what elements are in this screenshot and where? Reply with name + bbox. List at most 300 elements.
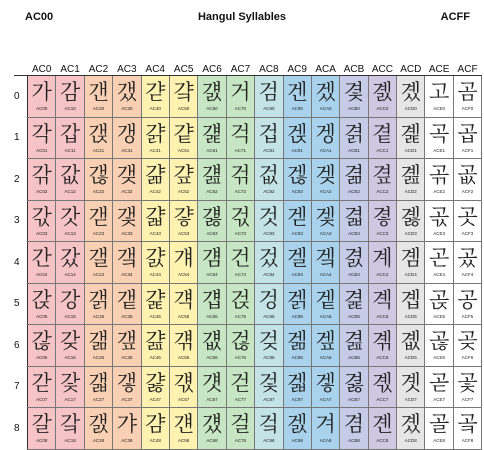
glyph-cell (453, 242, 481, 284)
glyph-cell (340, 76, 368, 118)
code-point-label: ACD6 (404, 355, 417, 360)
glyph-cell (28, 242, 56, 284)
glyph: 걅 (145, 287, 166, 312)
glyph-cell (425, 159, 453, 201)
glyph-cell (283, 159, 311, 201)
glyph: 곥 (429, 287, 450, 312)
glyph: 갈 (31, 412, 52, 436)
glyph: 걡 (201, 121, 223, 146)
glyph-cell (368, 242, 396, 284)
glyph-cell (368, 408, 396, 450)
glyph: 갥 (88, 287, 109, 312)
glyph: 갶 (116, 329, 138, 353)
code-point-label: AC01 (36, 147, 48, 153)
code-point-label: AC76 (234, 355, 247, 360)
glyph-cell (340, 408, 368, 450)
glyph: 겄 (258, 246, 279, 270)
glyph: 곧 (429, 370, 450, 395)
glyph: 곁 (372, 121, 393, 146)
code-point-label: AC35 (121, 313, 133, 319)
code-point-label: AC16 (64, 355, 76, 360)
code-point-label: AC57 (178, 396, 190, 402)
code-point-label: AC93 (291, 230, 303, 236)
glyph: 강 (59, 287, 81, 312)
glyph-cell (56, 159, 84, 201)
glyph-cell (226, 159, 254, 201)
code-point-label: ACD3 (404, 230, 417, 236)
glyph: 겥 (315, 287, 336, 312)
glyph-cell (198, 283, 226, 325)
code-point-label: AC14 (64, 272, 76, 277)
code-point-label: AC15 (64, 313, 76, 319)
glyph-cell (198, 200, 226, 242)
glyph-cell (113, 76, 141, 118)
glyph-cell (340, 117, 368, 159)
glyph: 가 (31, 80, 52, 104)
chart-row (14, 408, 482, 450)
code-point-label: ACF1 (461, 147, 474, 153)
code-point-label: ACC4 (376, 272, 389, 277)
range-end-label: ACFF (440, 11, 470, 23)
glyph-cell (28, 76, 56, 118)
code-point-label: ACB7 (348, 396, 360, 402)
glyph: 곆 (372, 329, 393, 353)
glyph: 겒 (287, 163, 308, 187)
glyph: 곃 (372, 204, 393, 229)
glyph: 겦 (315, 329, 336, 353)
glyph-cell (198, 76, 226, 118)
code-point-label: ACE3 (433, 230, 446, 236)
code-point-label: AC72 (234, 189, 247, 194)
code-point-label: AC56 (178, 355, 190, 360)
code-point-label: AC28 (92, 438, 105, 443)
glyph-cell (169, 76, 197, 118)
code-point-label: AC11 (64, 147, 76, 153)
glyph: 곇 (372, 370, 393, 395)
code-point-label: AC22 (92, 189, 105, 194)
chart-row (14, 159, 482, 201)
glyph: 골 (429, 412, 450, 436)
glyph: 겓 (287, 204, 308, 229)
glyph: 갡 (88, 121, 109, 146)
glyph: 곲 (457, 163, 478, 187)
glyph: 갗 (59, 370, 81, 395)
glyph: 걕 (173, 287, 194, 312)
code-point-label: AC70 (234, 106, 247, 111)
glyph-cell (397, 76, 425, 118)
glyph: 갱 (116, 121, 138, 146)
glyph-cell (283, 242, 311, 284)
code-point-label: ACF0 (461, 106, 474, 111)
column-header: ACB (340, 58, 368, 76)
code-point-label: ACF8 (461, 438, 474, 443)
row-header: 4 (14, 256, 20, 268)
glyph: 겆 (258, 329, 279, 353)
glyph: 겷 (343, 370, 365, 395)
glyph: 걗 (173, 370, 194, 395)
glyph: 걐 (173, 80, 194, 104)
code-point-label: ACE4 (433, 272, 446, 277)
glyph-cell (84, 366, 112, 408)
glyph-cell (141, 366, 169, 408)
chart-row (14, 117, 482, 159)
glyph-cell (283, 408, 311, 450)
column-header: AC6 (198, 58, 226, 76)
code-point-label: AC64 (206, 272, 218, 277)
code-point-label: ACA3 (319, 230, 332, 236)
glyph: 고 (429, 80, 450, 104)
glyph: 겇 (258, 370, 279, 395)
glyph: 겖 (287, 329, 308, 353)
glyph-cell (226, 283, 254, 325)
glyph-cell (453, 325, 481, 367)
glyph-cell (84, 325, 112, 367)
glyph: 갲 (116, 163, 138, 187)
glyph: 값 (59, 163, 81, 187)
glyph-cell (340, 325, 368, 367)
row-header: 5 (14, 298, 20, 310)
glyph: 갇 (31, 370, 52, 395)
column-header: ACE (425, 58, 453, 76)
glyph-cell (425, 76, 453, 118)
glyph-cell (453, 200, 481, 242)
code-point-label: AC58 (178, 438, 190, 443)
glyph-cell (283, 325, 311, 367)
code-point-label: AC90 (291, 106, 303, 111)
glyph-cell (28, 159, 56, 201)
glyph-cell (28, 325, 56, 367)
row-header: 7 (14, 381, 20, 393)
code-point-label: ACE2 (433, 189, 446, 194)
glyph: 걔 (173, 246, 194, 270)
glyph: 겱 (343, 121, 365, 146)
glyph-cell (169, 325, 197, 367)
glyph-cell (340, 283, 368, 325)
glyph-cell (113, 408, 141, 450)
glyph: 갸 (116, 412, 138, 436)
glyph-cell (141, 408, 169, 450)
glyph-cell (255, 159, 283, 201)
glyph: 곴 (457, 246, 478, 270)
glyph-cell (141, 325, 169, 367)
glyph-cell (113, 366, 141, 408)
glyph-cell (226, 325, 254, 367)
glyph-cell (283, 366, 311, 408)
code-point-label: AC71 (234, 147, 247, 153)
glyph: 갑 (59, 121, 81, 146)
code-point-label: AC98 (291, 438, 303, 443)
code-point-label: ACF4 (461, 272, 474, 277)
glyph: 걷 (230, 370, 251, 395)
glyph: 간 (31, 246, 52, 270)
code-point-label: AC65 (206, 313, 218, 319)
glyph-cell (425, 408, 453, 450)
code-point-label: ACF5 (461, 313, 474, 319)
code-point-label: ACC1 (376, 147, 389, 153)
glyph-cell (198, 242, 226, 284)
chart-row (14, 366, 482, 408)
glyph-cell (397, 242, 425, 284)
glyph: 겠 (315, 80, 336, 104)
glyph-cell (226, 117, 254, 159)
glyph-cell (84, 159, 112, 201)
glyph-cell (56, 325, 84, 367)
code-point-label: ACD0 (404, 106, 417, 111)
glyph-cell (56, 117, 84, 159)
glyph-cell (113, 117, 141, 159)
glyph: 걠 (201, 80, 223, 104)
row-header: 2 (14, 173, 20, 185)
glyph: 걆 (145, 329, 166, 353)
glyph-cell (397, 159, 425, 201)
glyph-cell (28, 283, 56, 325)
glyph: 걖 (173, 329, 194, 353)
glyph: 걳 (230, 204, 251, 229)
glyph: 갧 (88, 370, 109, 395)
code-point-label: AC38 (121, 438, 133, 443)
code-point-label: AC04 (36, 272, 48, 277)
glyph: 곘 (400, 80, 421, 104)
glyph-cell (283, 283, 311, 325)
code-point-label: AC17 (64, 396, 76, 402)
code-point-label: AC48 (149, 438, 161, 443)
code-point-label: ACC8 (376, 438, 389, 443)
glyph: 걤 (201, 246, 223, 270)
glyph-cell (56, 366, 84, 408)
glyph-cell (169, 408, 197, 450)
column-header: AC3 (113, 58, 141, 76)
glyph: 것 (258, 204, 279, 229)
code-point-label: ACB4 (348, 272, 360, 277)
code-point-label: ACC7 (376, 396, 389, 402)
range-start-label: AC00 (25, 11, 54, 23)
glyph: 갃 (31, 204, 52, 229)
code-point-label: ACD2 (404, 189, 417, 194)
code-point-label: AC10 (64, 106, 76, 111)
glyph-cell (141, 242, 169, 284)
column-header: AC4 (141, 58, 169, 76)
code-point-label: ACE1 (433, 147, 446, 153)
code-point-label: AC50 (178, 106, 190, 111)
code-point-label: AC84 (263, 272, 275, 277)
glyph-cell (113, 200, 141, 242)
column-header: AC0 (28, 58, 56, 76)
code-point-label: AC33 (121, 230, 133, 236)
glyph-cell (198, 159, 226, 201)
code-point-label: ACE6 (433, 355, 446, 360)
glyph-cell (425, 366, 453, 408)
glyph-cell (113, 325, 141, 367)
glyph-cell (255, 408, 283, 450)
glyph-cell (397, 200, 425, 242)
glyph: 걇 (145, 370, 166, 395)
code-point-label: AC23 (92, 230, 105, 236)
code-point-label: AC78 (234, 438, 247, 443)
code-point-label: AC62 (206, 189, 218, 194)
code-point-label: AC82 (263, 189, 275, 194)
column-header: ACA (311, 58, 339, 76)
code-point-label: ACF7 (461, 396, 474, 402)
glyph: 걁 (145, 121, 166, 146)
glyph: 겈 (258, 412, 279, 436)
code-point-label: ACB5 (348, 313, 360, 319)
glyph-cell (425, 200, 453, 242)
code-point-label: AC20 (92, 106, 105, 111)
glyph-cell (453, 117, 481, 159)
glyph-cell (368, 159, 396, 201)
code-point-label: AC08 (36, 438, 48, 443)
code-point-label: AC32 (121, 189, 133, 194)
chart-row (14, 200, 482, 242)
glyph: 곱 (457, 121, 478, 146)
code-point-label: AC34 (121, 272, 133, 277)
glyph-cell (169, 117, 197, 159)
glyph: 각 (31, 121, 52, 146)
code-point-label: ACB0 (348, 106, 360, 111)
code-point-label: ACB8 (348, 438, 360, 443)
glyph: 겳 (343, 204, 365, 229)
glyph: 갖 (59, 329, 81, 353)
code-point-label: AC25 (92, 313, 105, 319)
glyph: 겣 (315, 204, 336, 229)
chart-row (14, 283, 482, 325)
glyph: 갂 (31, 163, 52, 187)
code-point-label: AC67 (206, 396, 218, 402)
glyph-cell (453, 366, 481, 408)
glyph-cell (340, 366, 368, 408)
glyph-cell (28, 408, 56, 450)
code-point-label: AC27 (92, 396, 105, 402)
glyph-cell (56, 200, 84, 242)
glyph: 곗 (400, 370, 421, 395)
glyph-cell (84, 242, 112, 284)
glyph-cell (113, 242, 141, 284)
glyph: 곐 (372, 80, 393, 104)
glyph: 갴 (116, 246, 138, 270)
glyph: 겁 (258, 121, 279, 146)
glyph: 갨 (88, 412, 109, 436)
code-point-label: AC05 (36, 313, 48, 319)
glyph: 곖 (400, 329, 421, 353)
glyph-cell (255, 325, 283, 367)
column-header: AC9 (283, 58, 311, 76)
glyph-cell (255, 366, 283, 408)
glyph: 곰 (457, 80, 478, 104)
glyph-cell (141, 159, 169, 201)
glyph: 갷 (116, 370, 138, 395)
code-point-label: ACA4 (319, 272, 332, 277)
glyph-cell (340, 200, 368, 242)
column-header-row (14, 58, 482, 76)
glyph: 갿 (145, 80, 166, 104)
glyph-cell (226, 408, 254, 450)
code-point-label: ACB2 (348, 189, 360, 194)
glyph: 곦 (429, 329, 450, 353)
code-point-label: ACC2 (376, 189, 389, 194)
code-point-label: ACE7 (433, 396, 446, 402)
glyph-cell (198, 408, 226, 450)
column-header: AC7 (226, 58, 254, 76)
code-point-label: AC75 (234, 313, 247, 319)
column-header: ACC (368, 58, 396, 76)
glyph: 곸 (457, 412, 478, 436)
code-point-label: AC02 (36, 189, 48, 194)
code-point-label: AC83 (263, 230, 275, 236)
glyph: 겤 (315, 246, 336, 270)
glyph: 곈 (372, 412, 393, 436)
code-point-label: AC36 (121, 355, 133, 360)
glyph: 걥 (201, 287, 223, 312)
code-point-label: ACE8 (433, 438, 446, 443)
glyph-cell (368, 325, 396, 367)
code-point-label: ACA5 (319, 313, 332, 319)
glyph: 곤 (429, 246, 450, 270)
glyph-cell (397, 325, 425, 367)
glyph: 걂 (145, 163, 166, 187)
code-point-label: AC51 (178, 147, 190, 153)
column-header: ACF (453, 58, 481, 76)
code-point-label: AC06 (36, 355, 48, 360)
glyph-cell (453, 76, 481, 118)
glyph-cell (84, 408, 112, 450)
glyph: 곅 (372, 287, 393, 312)
glyph: 계 (372, 246, 393, 270)
glyph-cell (198, 117, 226, 159)
code-point-label: AC68 (206, 438, 218, 443)
row-header: 3 (14, 215, 20, 227)
chart-row (14, 76, 482, 118)
glyph: 곡 (429, 121, 450, 146)
glyph: 걦 (201, 329, 223, 353)
code-point-label: AC52 (178, 189, 190, 194)
glyph: 갓 (59, 204, 81, 229)
glyph-cell (226, 200, 254, 242)
glyph-cell (255, 117, 283, 159)
code-chart-table (14, 58, 482, 450)
glyph: 곓 (400, 204, 421, 229)
code-point-label: AC81 (263, 147, 275, 153)
glyph: 걄 (145, 246, 166, 270)
glyph-cell (141, 117, 169, 159)
glyph-cell (198, 366, 226, 408)
column-header: AC1 (56, 58, 84, 76)
glyph-cell (368, 283, 396, 325)
code-point-label: AC94 (291, 272, 303, 277)
glyph: 걸 (230, 412, 251, 436)
glyph: 걱 (230, 121, 251, 146)
code-point-label: AC77 (234, 396, 247, 402)
glyph-cell (397, 117, 425, 159)
code-point-label: ACC5 (376, 313, 389, 319)
glyph: 걓 (173, 204, 194, 229)
column-header: ACD (397, 58, 425, 76)
glyph: 공 (457, 287, 478, 312)
glyph-cell (453, 408, 481, 450)
glyph-cell (28, 200, 56, 242)
glyph-cell (311, 408, 339, 450)
glyph: 갔 (59, 246, 81, 270)
glyph: 걈 (145, 412, 166, 436)
code-point-label: AC92 (291, 189, 303, 194)
glyph-cell (198, 325, 226, 367)
code-point-label: AC26 (92, 355, 105, 360)
glyph-cell (169, 159, 197, 201)
code-point-label: AC95 (291, 313, 303, 319)
glyph: 겑 (287, 121, 308, 146)
code-point-label: AC61 (206, 147, 218, 153)
code-point-label: ACF2 (461, 189, 474, 194)
code-point-label: ACC3 (376, 230, 389, 236)
